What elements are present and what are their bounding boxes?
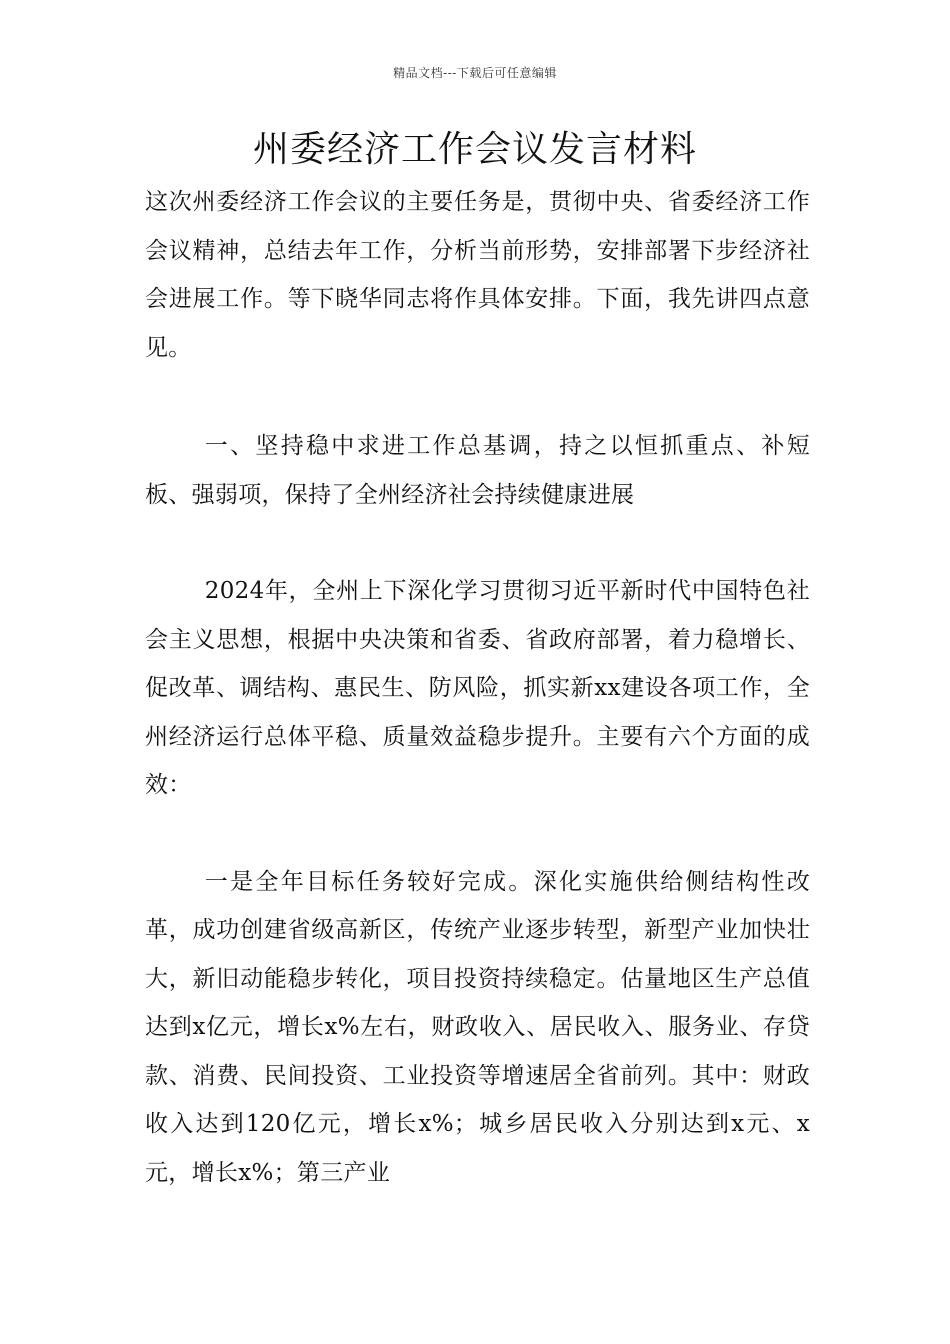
intro-paragraph: 这次州委经济工作会议的主要任务是，贯彻中央、省委经济工作会议精神，总结去年工作，分析当前形势，安排部署下步经济社会进展工作。等下晓华同志将作具体安排。下面，我先讲四点意见。 [145, 189, 810, 361]
header-note: 精品文档---下载后可任意编辑 [393, 66, 557, 80]
body-paragraph: 2024年，全州上下深化学习贯彻习近平新时代中国特色社会主义思想，根据中央决策和省委、省政府部署，着力稳增长、促改革、调结构、惠民生、防风险，抓实新xx建设各项工作，全州经济运行总体平稳、质量效益稳步提升。主要有六个方面的成效： [145, 578, 810, 798]
document-body [145, 178, 810, 1197]
body-paragraph: 一是全年目标任务较好完成。深化实施供给侧结构性改革，成功创建省级高新区，传统产业逐步转型，新型产业加快壮大，新旧动能稳步转化，项目投资持续稳定。估量地区生产总值达到x亿元，增长x%左右，财政收入、居民收入、服务业、存贷款、消费、民间投资、工业投资等增速居全省前列。其中：财政收入达到120亿元，增长x%；城乡居民收入分别达到x元、x元，增长x%；第三产业 [145, 868, 810, 1186]
document-title: 州委经济工作会议发言材料 [252, 129, 697, 170]
section-heading-1: 一、坚持稳中求进工作总基调，持之以恒抓重点、补短板、强弱项，保持了全州经济社会持续健康进展 [145, 433, 810, 508]
